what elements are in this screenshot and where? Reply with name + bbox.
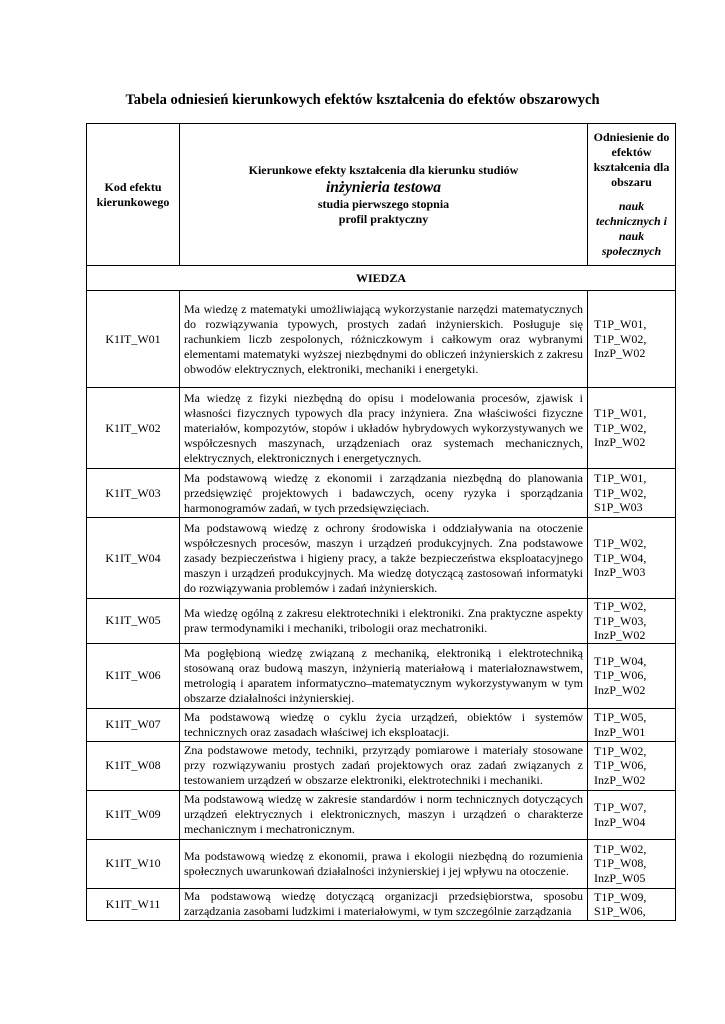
table-row [87, 518, 676, 599]
effect-description: Ma podstawową wiedzę z ekonomii i zarządzania niezbędną do planowania przedsięwzięć projektowych i badawczych, oceny ryzyka i sporządzania harmonogramów zadań, w tych przedsięwzięciach. [180, 469, 588, 518]
header-program-name: inżynieria testowa [326, 178, 441, 196]
reference-code: T1P_W02, [594, 841, 647, 856]
table-row [87, 291, 676, 388]
reference-code: InzP_W02 [594, 682, 646, 697]
effect-description: Ma wiedzę z fizyki niezbędną do opisu i modelowania procesów, zjawisk i własności fizycznych typowych dla pracy inżyniera. Zna właściwości fizyczne materiałów, kompozytów, stopów i układów hybrydowych wykorzystywanych we współczesnych maszynach, urządzeniach oraz systemach mechanicznych, elektrycznych, elektronicznych i energetycznych. [180, 388, 588, 469]
reference-code: T1P_W04, [594, 550, 647, 565]
reference-code: InzP_W02 [594, 435, 646, 450]
effect-references [588, 741, 676, 790]
reference-code: InzP_W02 [594, 772, 646, 787]
reference-code: T1P_W02, [594, 485, 647, 500]
table-row [87, 599, 676, 644]
reference-code: S1P_W03 [594, 500, 643, 515]
reference-code: T1P_W05, [594, 710, 647, 724]
header-code-column: Kod efektu kierunkowego [87, 124, 180, 266]
header-study-profile: profil praktyczny [338, 211, 429, 226]
reference-code: T1P_W01, [594, 406, 647, 421]
reference-code: InzP_W02 [594, 346, 646, 361]
reference-code: T1P_W04, [594, 653, 647, 668]
table-row [87, 643, 676, 708]
reference-code: T1P_W08, [594, 856, 647, 871]
effect-code: K1IT_W05 [87, 599, 180, 644]
effect-references [588, 790, 676, 839]
effect-code: K1IT_W11 [87, 888, 180, 920]
header-study-level: studia pierwszego stopnia [317, 196, 450, 211]
reference-code: T1P_W01, [594, 471, 647, 486]
effect-code: K1IT_W09 [87, 790, 180, 839]
reference-code: T1P_W02, [594, 331, 647, 346]
table-row [87, 388, 676, 469]
table-row [87, 888, 676, 920]
effect-code: K1IT_W08 [87, 741, 180, 790]
header-effects-column [180, 124, 588, 266]
section-title: WIEDZA [87, 266, 676, 291]
table-row [87, 708, 676, 741]
header-reference-main: Odniesienie do efektów kształcenia dla obszaru [593, 130, 670, 189]
reference-code: T1P_W02, [594, 599, 647, 613]
reference-code: T1P_W06, [594, 668, 647, 683]
reference-code: T1P_W07, [594, 800, 647, 814]
effect-references [588, 839, 676, 888]
effect-references [588, 708, 676, 741]
effect-references [588, 388, 676, 469]
reference-code: InzP_W03 [594, 565, 646, 580]
reference-code: InzP_W05 [594, 870, 646, 885]
effects-table [86, 123, 676, 921]
header-reference-area: nauk technicznych i nauk społecznych [596, 199, 667, 258]
effect-code: K1IT_W07 [87, 708, 180, 741]
effect-references [588, 518, 676, 599]
effect-references [588, 643, 676, 708]
table-row [87, 790, 676, 839]
table-row [87, 839, 676, 888]
effect-references [588, 888, 676, 920]
reference-code: T1P_W02, [594, 743, 647, 758]
page-title: Tabela odniesień kierunkowych efektów kształcenia do efektów obszarowych [125, 92, 600, 108]
section-row [87, 266, 676, 291]
reference-code: T1P_W06, [594, 758, 647, 773]
effect-code: K1IT_W04 [87, 518, 180, 599]
reference-code: T1P_W03, [594, 613, 647, 628]
reference-code: T1P_W02, [594, 420, 647, 435]
effect-description: Ma wiedzę z matematyki umożliwiającą wykorzystanie narzędzi matematycznych do rozwiązywania typowych, prostych zadań inżynierskich. Posługuje się rachunkiem liczb zespolonych, różniczkowym i całkowym oraz wybranymi elementami matematyki wyższej niezbędnymi do obliczeń inżynierskich z zakresu obwodów elektrycznych, elektroniki, mechaniki i energetyki. [180, 291, 588, 388]
table-header-row [87, 124, 676, 266]
effect-description: Ma podstawową wiedzę o cyklu życia urządzeń, obiektów i systemów technicznych oraz zasadach właściwej ich eksploatacji. [180, 708, 588, 741]
effect-code: K1IT_W02 [87, 388, 180, 469]
effect-references [588, 469, 676, 518]
table-body [87, 291, 676, 921]
reference-code: InzP_W02 [594, 628, 646, 642]
effect-description: Ma podstawową wiedzę w zakresie standardów i norm technicznych dotyczących urządzeń elektrycznych i elektronicznych, maszyn i urządzeń o charakterze mechanicznym i mechatronicznym. [180, 790, 588, 839]
header-effects-line1: Kierunkowe efekty kształcenia dla kierunku studiów [248, 162, 519, 177]
effect-code: K1IT_W01 [87, 291, 180, 388]
reference-code: InzP_W01 [594, 724, 646, 739]
effect-references [588, 599, 676, 644]
reference-code: T1P_W02, [594, 536, 647, 551]
effect-description: Zna podstawowe metody, techniki, przyrządy pomiarowe i materiały stosowane przy rozwiązywaniu prostych zadań projektowych oraz zadań związanych z testowaniem urządzeń w obszarze elektroniki, elektrotechniki i mechaniki. [180, 741, 588, 790]
effect-code: K1IT_W06 [87, 643, 180, 708]
effect-code: K1IT_W10 [87, 839, 180, 888]
effect-description: Ma podstawową wiedzę z ekonomii, prawa i ekologii niezbędną do rozumienia społecznych uwarunkowań działalności inżynierskiej i jej wpływu na otoczenie. [180, 839, 588, 888]
reference-code: InzP_W04 [594, 814, 646, 829]
table-row [87, 741, 676, 790]
effect-references [588, 291, 676, 388]
reference-code: T1P_W01, [594, 317, 647, 332]
effect-code: K1IT_W03 [87, 469, 180, 518]
table-row [87, 469, 676, 518]
effect-description: Ma podstawową wiedzę z ochrony środowiska i oddziaływania na otoczenie współczesnych procesów, maszyn i urządzeń produkcyjnych. Zna podstawowe zasady bezpieczeństwa i higieny pracy, a także bezpieczeństwa eksploatacyjnego maszyn i urządzeń produkcyjnych. Ma wiedzę dotyczącą zastosowań informatyki do rozwiązywania problemów i zadań inżynierskich. [180, 518, 588, 599]
effect-description: Ma podstawową wiedzę dotyczącą organizacji przedsiębiorstwa, sposobu zarządzania zasobami ludzkimi i materiałowymi, w tym szczególnie zarządzania [180, 888, 588, 920]
effect-description: Ma wiedzę ogólną z zakresu elektrotechniki i elektroniki. Zna praktyczne aspekty praw termodynamiki i mechaniki, tribologii oraz mechatroniki. [180, 599, 588, 644]
reference-code: T1P_W09, [594, 889, 647, 904]
header-reference-column [588, 124, 676, 266]
effect-description: Ma pogłębioną wiedzę związaną z mechaniką, elektroniką i elektrotechniką stosowaną oraz budową maszyn, inżynierią materiałową i materiałoznawstwem, metrologią i aparatem informatyczno–matematycznym wykorzystywanym w tym obszarze działalności inżynierskiej. [180, 643, 588, 708]
reference-code: S1P_W06, [594, 904, 646, 918]
